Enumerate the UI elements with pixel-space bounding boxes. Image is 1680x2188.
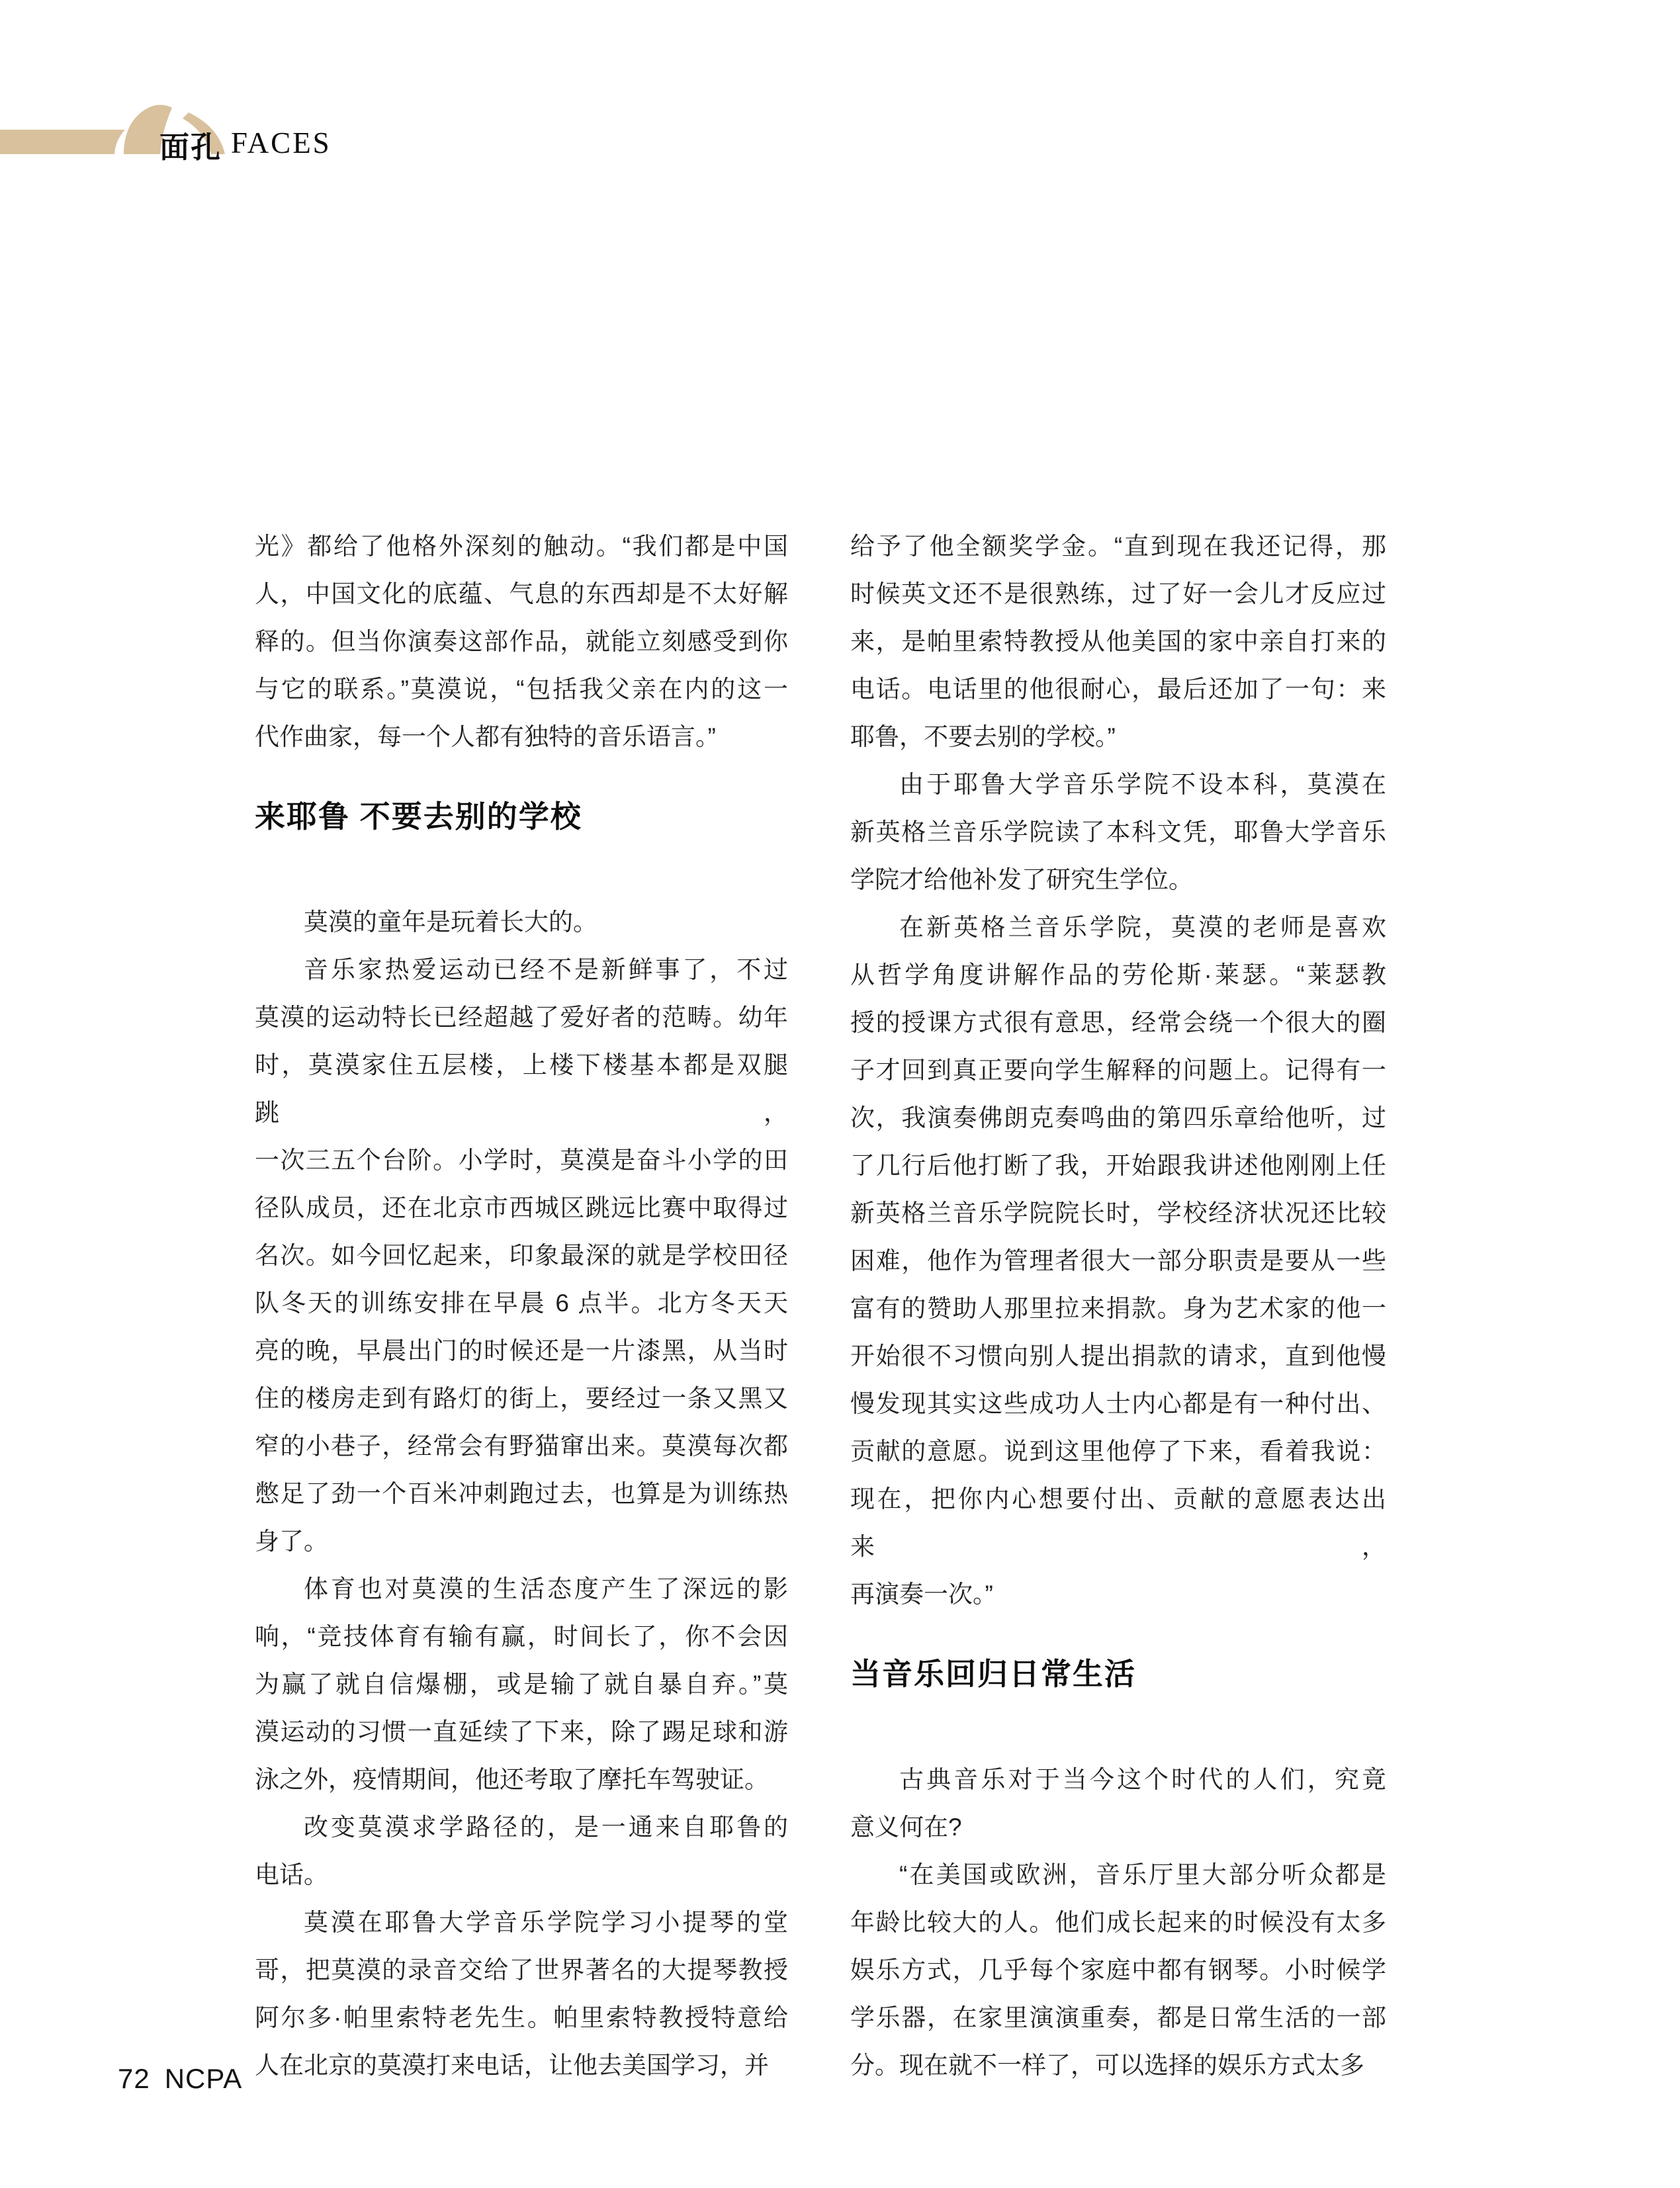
text-line: 改变莫漠求学路径的，是一通来自耶鲁的 bbox=[304, 1814, 788, 1841]
text-line: 年龄比较大的人。他们成长起来的时候没有太多 bbox=[850, 1909, 1386, 1936]
text-line: 时候英文还不是很熟练，过了好一会儿才反应过 bbox=[850, 580, 1386, 607]
article-column-left bbox=[255, 523, 788, 2089]
text-line: 耶鲁，不要去别的学校。” bbox=[850, 723, 1116, 750]
text-line: 亮的晚，早晨出门的时候还是一片漆黑，从当时 bbox=[255, 1337, 788, 1364]
text-line: 为赢了就自信爆棚，或是输了就自暴自弃。”莫 bbox=[255, 1671, 788, 1698]
text-line: 响，“竞技体育有输有赢，时间长了，你不会因 bbox=[255, 1623, 788, 1650]
text-line: 次，我演奏佛朗克奏鸣曲的第四乐章给他听，过 bbox=[850, 1104, 1386, 1131]
text-line: 困难，他作为管理者很大一部分职责是要从一些 bbox=[850, 1247, 1386, 1274]
text-line: 径队成员，还在北京市西城区跳远比赛中取得过 bbox=[255, 1194, 788, 1221]
text-line: 与它的联系。”莫漠说，“包括我父亲在内的这一 bbox=[255, 676, 788, 703]
text-line: 现在，把你内心想要付出、贡献的意愿表达出来， bbox=[850, 1485, 1386, 1560]
text-line: “在美国或欧洲，音乐厅里大部分听众都是 bbox=[899, 1861, 1386, 1888]
text-line: 娱乐方式，几乎每个家庭中都有钢琴。小时候学 bbox=[850, 1956, 1386, 1984]
article-column-right bbox=[850, 523, 1386, 2089]
text-line: 子才回到真正要向学生解释的问题上。记得有一 bbox=[850, 1057, 1386, 1084]
text-line: 给予了他全额奖学金。“直到现在我还记得，那 bbox=[850, 533, 1386, 560]
section-heading: 来耶鲁 不要去别的学校 bbox=[255, 799, 582, 834]
text-line: 代作曲家，每一个人都有独特的音乐语言。” bbox=[255, 723, 716, 750]
text-line: 人在北京的莫漠打来电话，让他去美国学习，并 bbox=[255, 2052, 769, 2079]
swoosh-bar bbox=[0, 130, 125, 154]
text-line: 新英格兰音乐学院院长时，学校经济状况还比较 bbox=[850, 1200, 1386, 1227]
text-line: 开始很不习惯向别人提出捐款的请求，直到他慢 bbox=[850, 1342, 1386, 1370]
text-line: 贡献的意愿。说到这里他停了下来，看着我说： bbox=[850, 1438, 1386, 1465]
text-line: 由于耶鲁大学音乐学院不设本科，莫漠在 bbox=[899, 771, 1386, 798]
text-line: 时，莫漠家住五层楼，上楼下楼基本都是双腿跳， bbox=[255, 1051, 788, 1126]
text-line: 漠运动的习惯一直延续了下来，除了踢足球和游 bbox=[255, 1718, 788, 1745]
page-number: 72 bbox=[118, 2063, 150, 2094]
text-line: 电话。 bbox=[255, 1861, 328, 1888]
text-line: 泳之外，疫情期间，他还考取了摩托车驾驶证。 bbox=[255, 1766, 769, 1793]
text-line: 身了。 bbox=[255, 1528, 328, 1555]
text-line: 慢发现其实这些成功人士内心都是有一种付出、 bbox=[850, 1390, 1386, 1417]
text-line: 莫漠的童年是玩着长大的。 bbox=[304, 908, 597, 936]
text-line: 阿尔多·帕里索特老先生。帕里索特教授特意给 bbox=[255, 2004, 788, 2031]
text-line: 学乐器，在家里演演重奏，都是日常生活的一部 bbox=[850, 2004, 1386, 2031]
text-line: 队冬天的训练安排在早晨 6 点半。北方冬天天 bbox=[255, 1290, 788, 1317]
text-line: 在新英格兰音乐学院，莫漠的老师是喜欢 bbox=[899, 914, 1386, 941]
text-line: 哥，把莫漠的录音交给了世界著名的大提琴教授 bbox=[255, 1956, 788, 1984]
text-line: 光》都给了他格外深刻的触动。“我们都是中国 bbox=[255, 533, 788, 560]
text-line: 分。现在就不一样了，可以选择的娱乐方式太多 bbox=[850, 2052, 1364, 2079]
text-line: 莫漠的运动特长已经超越了爱好者的范畴。幼年 bbox=[255, 1004, 788, 1031]
text-line: 释的。但当你演奏这部作品，就能立刻感受到你 bbox=[255, 628, 788, 655]
text-line: 了几行后他打断了我，开始跟我讲述他刚刚上任 bbox=[850, 1152, 1386, 1179]
text-line: 新英格兰音乐学院读了本科文凭，耶鲁大学音乐 bbox=[850, 818, 1386, 846]
text-line: 意义何在? bbox=[850, 1814, 962, 1841]
text-line: 来，是帕里索特教授从他美国的家中亲自打来的 bbox=[850, 628, 1386, 655]
text-line: 古典音乐对于当今这个时代的人们，究竟 bbox=[899, 1766, 1386, 1793]
page-footer bbox=[118, 2063, 242, 2095]
text-line: 富有的赞助人那里拉来捐款。身为艺术家的他一 bbox=[850, 1295, 1386, 1322]
text-line: 音乐家热爱运动已经不是新鲜事了，不过 bbox=[304, 956, 788, 983]
text-line: 名次。如今回忆起来，印象最深的就是学校田径 bbox=[255, 1242, 788, 1269]
text-line: 从哲学角度讲解作品的劳伦斯·莱瑟。“莱瑟教 bbox=[850, 961, 1386, 988]
footer-brand: NCPA bbox=[164, 2063, 243, 2094]
text-line: 体育也对莫漠的生活态度产生了深远的影 bbox=[304, 1575, 788, 1602]
text-line: 学院才给他补发了研究生学位。 bbox=[850, 866, 1193, 893]
text-line: 莫漠在耶鲁大学音乐学院学习小提琴的堂 bbox=[304, 1909, 788, 1936]
text-line: 窄的小巷子，经常会有野猫窜出来。莫漠每次都 bbox=[255, 1432, 788, 1460]
section-heading: 当音乐回归日常生活 bbox=[850, 1657, 1136, 1691]
text-line: 住的楼房走到有路灯的街上，要经过一条又黑又 bbox=[255, 1385, 788, 1412]
text-line: 人，中国文化的底蕴、气息的东西却是不太好解 bbox=[255, 580, 788, 607]
text-line: 一次三五个台阶。小学时，莫漠是奋斗小学的田 bbox=[255, 1147, 788, 1174]
section-category-en: FACES bbox=[231, 126, 332, 159]
section-category-cn: 面孔 bbox=[159, 130, 222, 164]
text-line: 憋足了劲一个百米冲刺跑过去，也算是为训练热 bbox=[255, 1480, 788, 1507]
text-line: 再演奏一次。” bbox=[850, 1581, 993, 1608]
text-line: 电话。电话里的他很耐心，最后还加了一句：来 bbox=[850, 676, 1386, 703]
text-line: 授的授课方式很有意思，经常会绕一个很大的圈 bbox=[850, 1009, 1386, 1036]
